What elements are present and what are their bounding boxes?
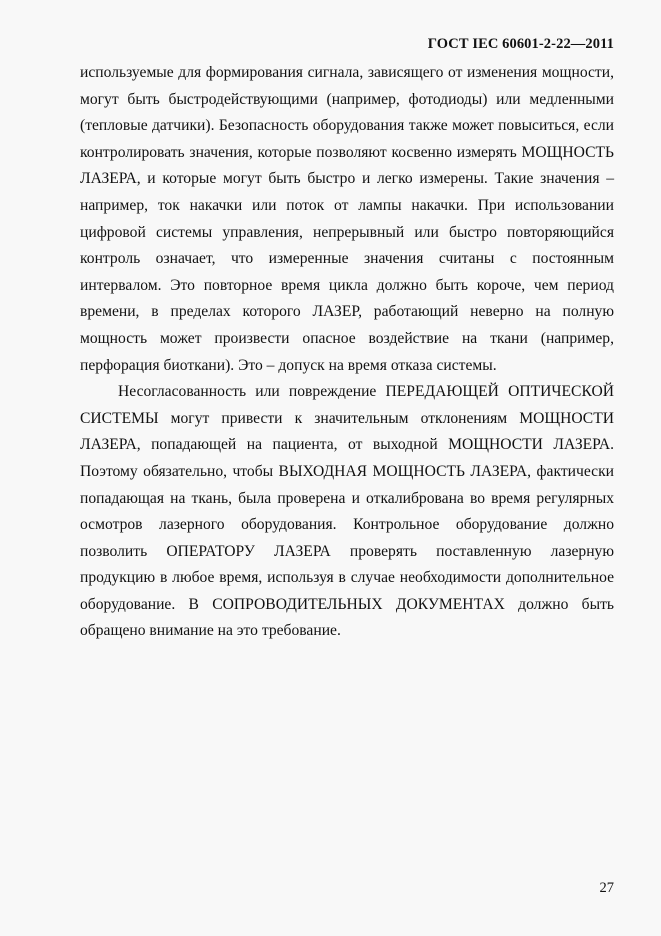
text-line: (тепловые датчики). Безопасность оборудования также может повыситься, если [80, 117, 614, 135]
text-line: могут быть быстродействующими (например, фотодиоды) или медленными [80, 90, 614, 108]
text-line: перфорация биоткани). Это – допуск на время отказа системы. [80, 356, 497, 374]
document-body [80, 60, 614, 645]
text-line: контроль означает, что измеренные значения считаны с постоянным [80, 250, 614, 268]
text-line: интервалом. Это повторное время цикла должно быть короче, чем период [80, 276, 614, 294]
text-line: Несогласованность или повреждение ПЕРЕДАЮЩЕЙ ОПТИЧЕСКОЙ [118, 383, 614, 401]
text-line: мощность может произвести опасное воздействие на ткани (например, [80, 329, 614, 347]
text-line: ЛАЗЕРА, попадающей на пациента, от выходной МОЩНОСТИ ЛАЗЕРА. [80, 436, 614, 454]
text-line: контролировать значения, которые позволяют косвенно измерять МОЩНОСТЬ [80, 143, 614, 161]
text-line: цифровой системы управления, непрерывный или быстро повторяющийся [80, 223, 614, 241]
paragraph-1 [80, 60, 614, 379]
text-line: продукцию в любое время, используя в случае необходимости дополнительное [80, 569, 614, 587]
text-line: оборудование. В СОПРОВОДИТЕЛЬНЫХ ДОКУМЕНТАХ должно быть [80, 595, 614, 613]
text-line: используемые для формирования сигнала, зависящего от изменения мощности, [80, 64, 614, 81]
text-line: например, ток накачки или поток от лампы накачки. При использовании [80, 196, 614, 214]
page-number: 27 [599, 880, 614, 896]
text-line: ЛАЗЕРА, и которые могут быть быстро и легко измерены. Такие значения – [80, 170, 614, 188]
text-line: осмотров лазерного оборудования. Контрольное оборудование должно [80, 516, 614, 534]
document-header-standard-id: ГОСТ IEC 60601-2-22—2011 [427, 36, 614, 52]
text-line: Поэтому обязательно, чтобы ВЫХОДНАЯ МОЩНОСТЬ ЛАЗЕРА, фактически [80, 462, 614, 480]
text-line: попадающая на ткань, была проверена и откалибрована во время регулярных [80, 489, 614, 507]
text-line: СИСТЕМЫ могут привести к значительным отклонениям МОЩНОСТИ [80, 409, 614, 427]
text-line: времени, в пределах которого ЛАЗЕР, работающий неверно на полную [80, 303, 614, 321]
text-line: позволить ОПЕРАТОРУ ЛАЗЕРА проверять поставленную лазерную [80, 542, 614, 560]
text-line: обращено внимание на это требование. [80, 622, 341, 640]
paragraph-2 [80, 379, 614, 645]
